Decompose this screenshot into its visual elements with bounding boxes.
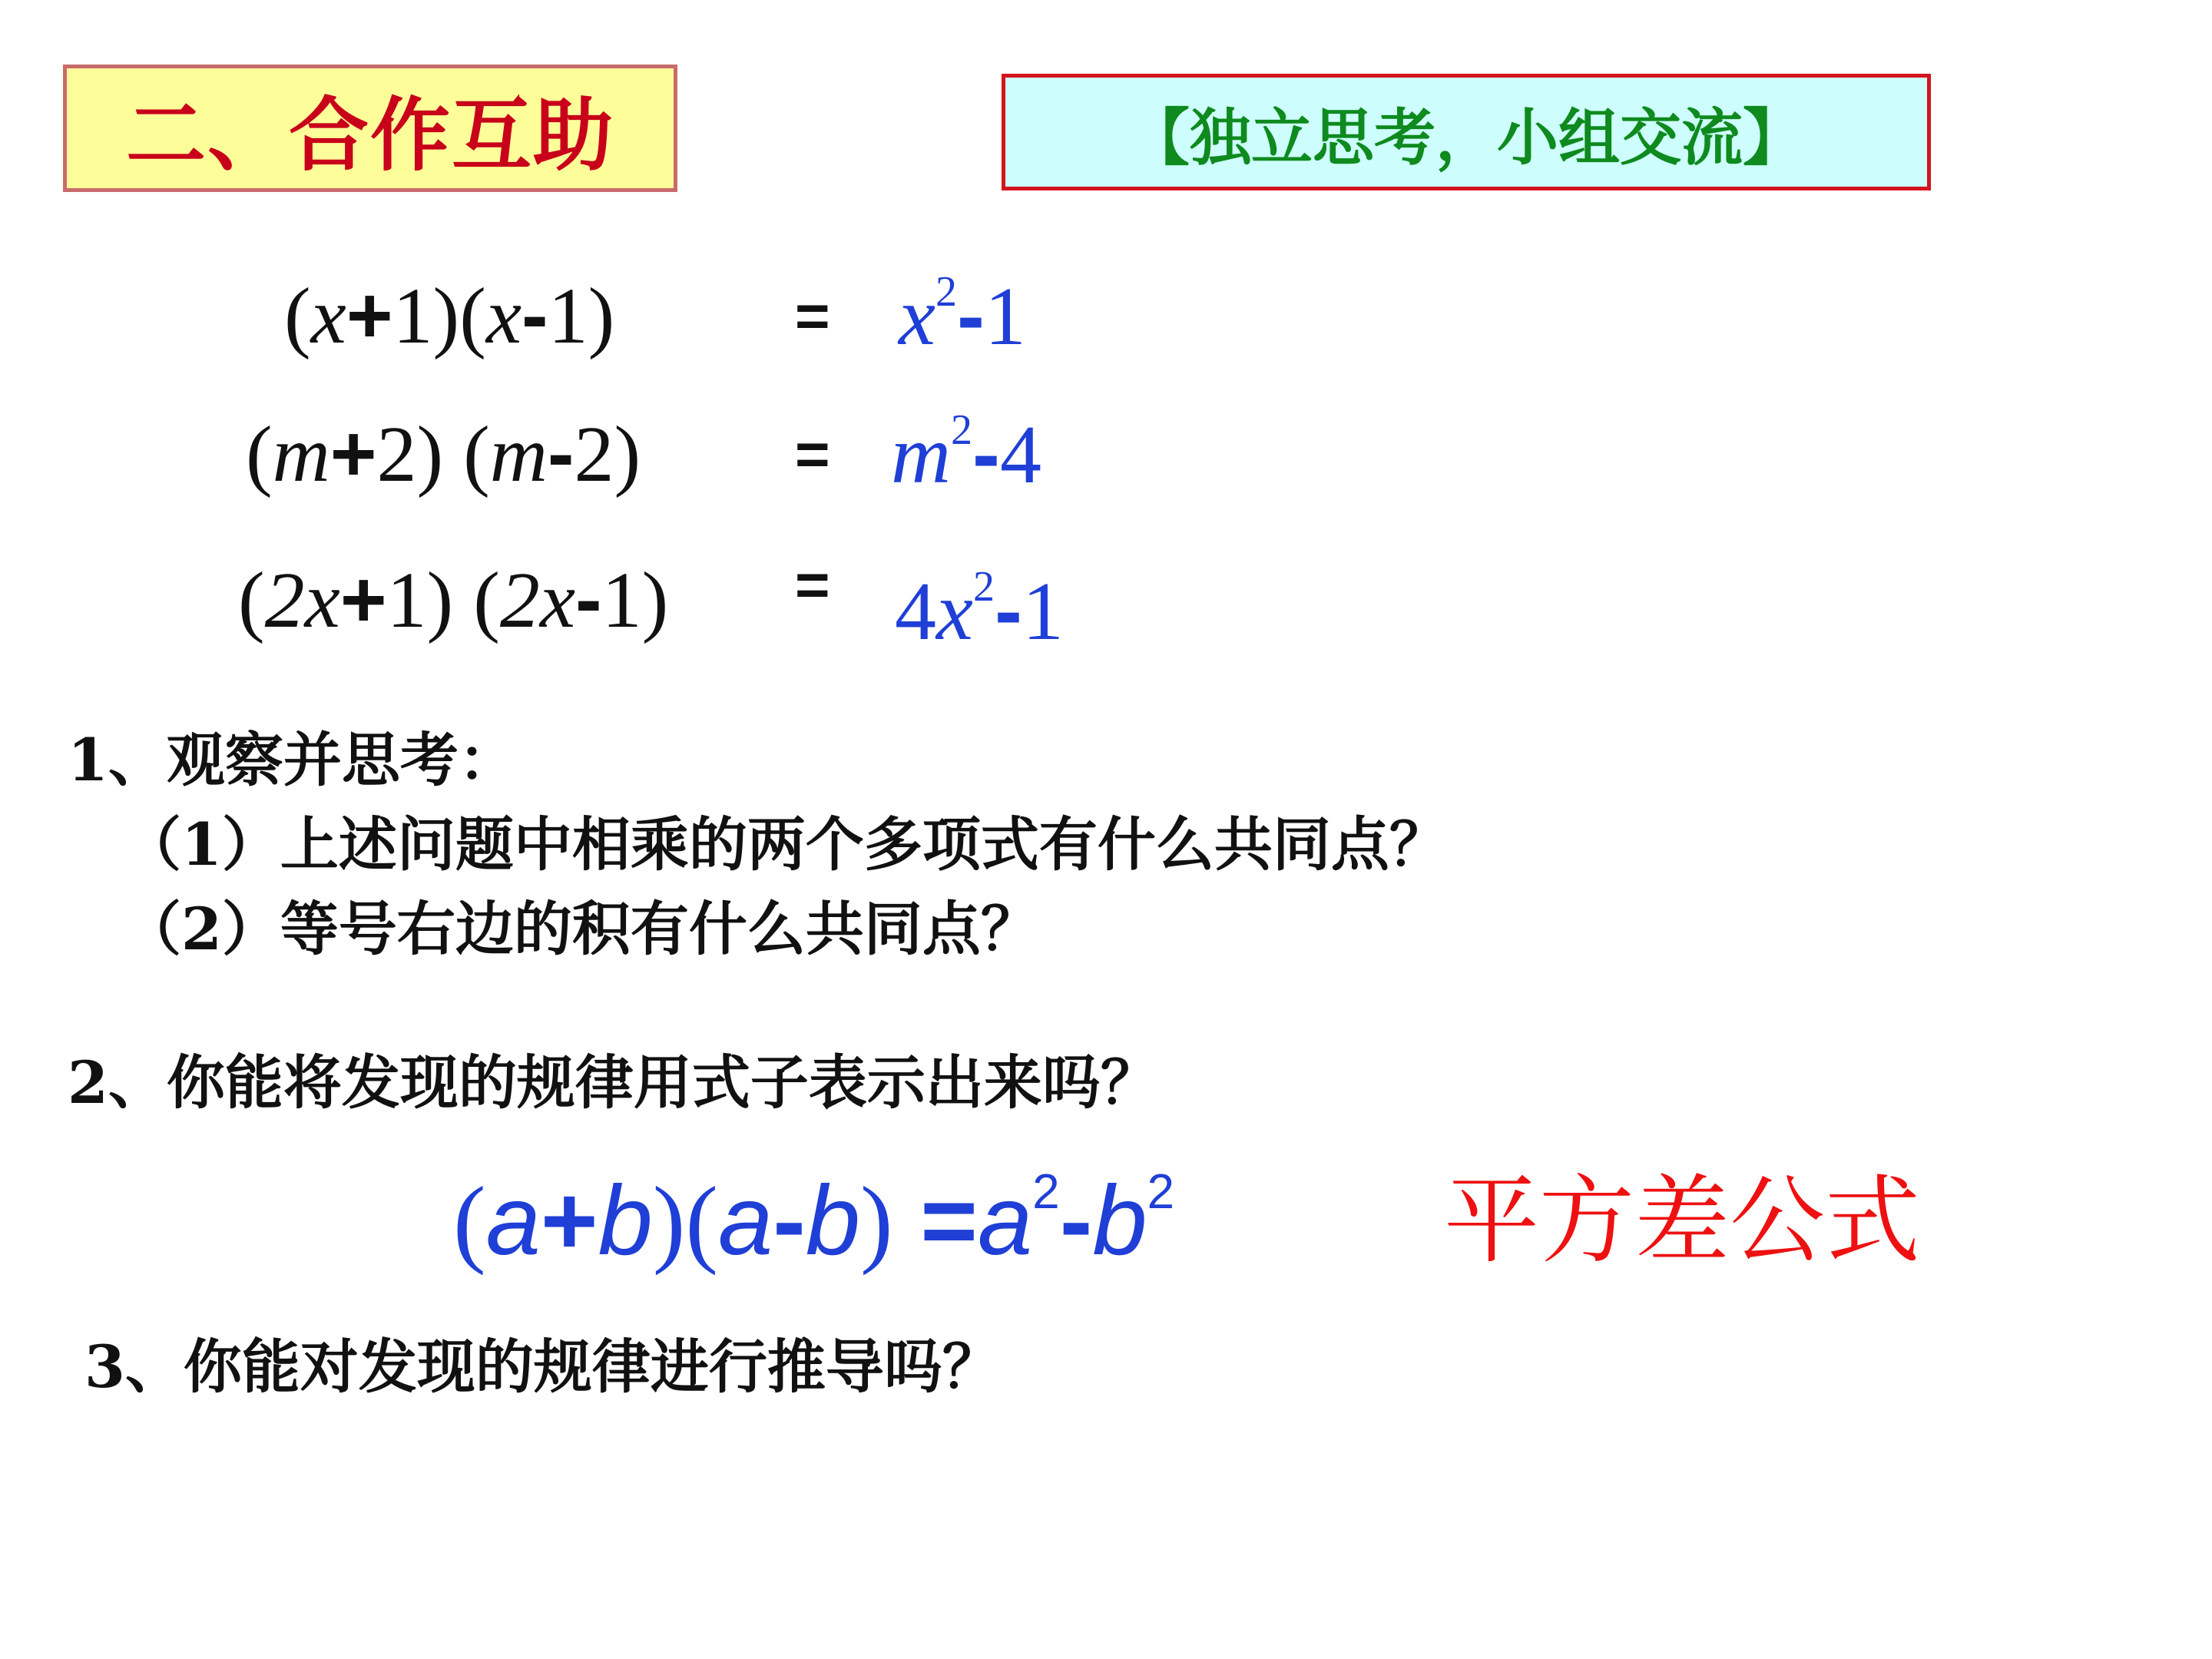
equals-sign: = [795,420,830,488]
question-1-sub-2: （2）等号右边的积有什么共同点？ [123,895,1039,963]
hint-box [1002,74,1931,190]
equation-row-3 [0,550,2212,657]
equation-lhs: (2x+1) (2x-1) [238,555,669,644]
equation-result: $m^2-4$ [891,406,1041,501]
question-2: 2、你能将发现的规律用式子表示出来吗？ [68,1048,1159,1117]
section-title-box [63,65,677,192]
equation-lhs: (m+2) (m-2) [246,409,641,498]
equation-row-2 [0,404,2212,504]
hint-text: 【独立思考，小组交流】 [1128,101,1804,174]
question-1-sub-1: （1）上述问题中相乘的两个多项式有什么共同点？ [123,810,1448,879]
question-1: 1、观察并思考： [68,726,517,794]
equals-sign: = [795,282,830,349]
equation-row-1 [0,266,2212,366]
formula-name: 平方差公式 [1444,1166,1921,1277]
difference-of-squares-formula: $(a+b)(a-b) =a^2-b^2$ [453,1164,1175,1276]
equation-result: $x^2-1$ [899,268,1026,363]
equation-result: $4x^2-1$ [895,563,1064,657]
equation-lhs: (x+1)(x-1) [284,271,615,360]
question-3: 3、你能对发现的规律进行推导吗？ [84,1333,1001,1401]
section-title: 二、合作互助 [125,88,614,182]
equals-sign: = [795,551,830,618]
